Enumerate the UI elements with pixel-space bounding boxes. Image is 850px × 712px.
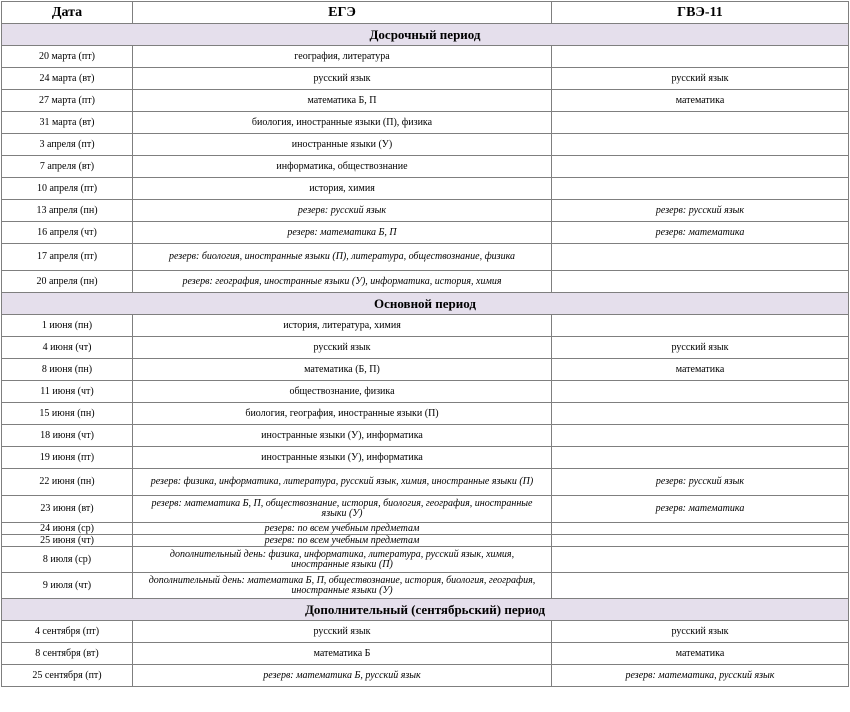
ege-cell [133,244,552,271]
date-cell [2,134,133,156]
table-row [2,359,849,381]
date-cell [2,496,133,523]
gve-cell [552,178,849,200]
date-text: 8 июня (пн) [41,363,93,375]
ege-text: история, литература, химия [283,319,401,331]
ege-text: резерв: математика Б, П [287,226,397,238]
ege-text: математика Б [313,647,371,659]
ege-text: история, химия [309,182,375,194]
ege-cell [133,200,552,222]
ege-cell [133,573,552,599]
header-ege: ЕГЭ [133,2,552,24]
table-row [2,112,849,134]
date-text: 4 сентября (пт) [34,625,100,637]
gve-cell [552,90,849,112]
ege-text: русский язык [313,72,371,84]
gve-cell [552,403,849,425]
ege-text: дополнительный день: математика Б, П, обществознание, история, биология, география, иностранные языки (У) [148,574,536,596]
section-title: Досрочный период [2,24,849,46]
ege-cell [133,178,552,200]
ege-cell [133,523,552,535]
table-row [2,134,849,156]
table-row [2,68,849,90]
gve-cell [552,271,849,293]
gve-text: резерв: математика [655,503,745,514]
ege-text: резерв: география, иностранные языки (У), информатика, история, химия [182,275,502,287]
date-text: 16 апреля (чт) [37,226,97,238]
ege-text: обществознание, физика [289,385,395,397]
date-text: 8 июля (ср) [42,553,92,565]
table-row [2,425,849,447]
date-text: 3 апреля (пт) [39,138,95,150]
table-row [2,447,849,469]
date-text: 19 июня (пт) [39,451,95,463]
table-row [2,90,849,112]
gve-text: резерв: математика, русский язык [625,669,775,681]
section-title: Основной период [2,293,849,315]
ege-cell [133,469,552,496]
gve-cell [552,665,849,687]
date-cell [2,573,133,599]
ege-cell [133,337,552,359]
date-cell [2,643,133,665]
ege-text: биология, география, иностранные языки (П) [245,407,439,419]
table-row [2,271,849,293]
date-cell [2,359,133,381]
date-cell [2,469,133,496]
gve-text: резерв: математика [655,226,745,238]
table-row [2,621,849,643]
date-cell [2,68,133,90]
table-row [2,535,849,547]
ege-text: математика Б, П [307,94,377,106]
gve-text: математика [675,647,725,659]
ege-cell [133,547,552,573]
gve-cell [552,112,849,134]
date-text: 15 июня (пн) [39,407,95,419]
date-text: 20 марта (пт) [39,50,95,62]
ege-text: резерв: математика Б, П, обществознание, история, биология, география, иностранные языки (У) [151,498,533,519]
date-text: 23 июня (вт) [40,503,94,514]
gve-cell [552,315,849,337]
section-row [2,293,849,315]
date-cell [2,523,133,535]
gve-cell [552,621,849,643]
header-date: Дата [2,2,133,24]
gve-cell [552,381,849,403]
table-row [2,469,849,496]
date-cell [2,381,133,403]
date-cell [2,337,133,359]
section-title: Дополнительный (сентябрьский) период [2,599,849,621]
gve-cell [552,469,849,496]
ege-cell [133,359,552,381]
ege-cell [133,112,552,134]
date-text: 4 июня (чт) [42,341,92,353]
gve-cell [552,425,849,447]
gve-text: русский язык [671,72,729,84]
ege-cell [133,447,552,469]
ege-cell [133,134,552,156]
ege-cell [133,665,552,687]
header-gve: ГВЭ-11 [552,2,849,24]
gve-cell [552,496,849,523]
table-row [2,643,849,665]
gve-cell [552,447,849,469]
ege-text: русский язык [313,625,371,637]
table-row [2,244,849,271]
gve-cell [552,200,849,222]
ege-text: иностранные языки (У) [291,138,393,150]
ege-text: иностранные языки (У), информатика [261,429,423,441]
gve-text: резерв: русский язык [655,204,745,216]
date-text: 7 апреля (вт) [39,160,95,172]
date-text: 9 июля (чт) [42,579,92,591]
ege-cell [133,271,552,293]
ege-text: резерв: русский язык [297,204,387,216]
gve-text: русский язык [671,625,729,637]
ege-cell [133,68,552,90]
table-row [2,46,849,68]
ege-text: иностранные языки (У), информатика [261,451,423,463]
date-cell [2,447,133,469]
table-row [2,665,849,687]
ege-cell [133,156,552,178]
ege-cell [133,425,552,447]
ege-cell [133,496,552,523]
ege-text: резерв: биология, иностранные языки (П), литература, обществознание, физика [169,251,515,262]
date-text: 13 апреля (пн) [36,204,98,216]
section-row [2,599,849,621]
gve-cell [552,134,849,156]
date-text: 10 апреля (пт) [36,182,98,194]
date-cell [2,46,133,68]
gve-text: математика [675,363,725,375]
gve-cell [552,359,849,381]
table-row [2,337,849,359]
table-row [2,573,849,599]
gve-cell [552,643,849,665]
table-row [2,200,849,222]
gve-cell [552,535,849,547]
table-row [2,496,849,523]
date-text: 8 сентября (вт) [35,647,99,659]
table-row [2,547,849,573]
ege-text: дополнительный день: физика, информатика, литература, русский язык, химия, иностранные языки (П) [169,548,515,570]
date-cell [2,90,133,112]
table-row [2,403,849,425]
date-cell [2,665,133,687]
ege-cell [133,381,552,403]
gve-cell [552,547,849,573]
date-text: 17 апреля (пт) [36,251,98,262]
date-cell [2,535,133,547]
ege-text: резерв: по всем учебным предметам [264,534,420,546]
table-row [2,156,849,178]
gve-cell [552,68,849,90]
date-cell [2,200,133,222]
table-row [2,178,849,200]
exam-schedule-table [1,1,849,687]
date-text: 25 июня (чт) [40,534,94,546]
gve-cell [552,156,849,178]
ege-text: математика (Б, П) [304,363,380,375]
date-text: 20 апреля (пн) [36,275,98,287]
date-cell [2,271,133,293]
ege-cell [133,46,552,68]
gve-cell [552,46,849,68]
ege-text: информатика, обществознание [276,160,408,172]
date-text: 22 июня (пн) [39,476,95,487]
ege-text: резерв: по всем учебным предметам [264,522,420,534]
section-row [2,24,849,46]
date-cell [2,621,133,643]
date-text: 25 сентября (пт) [32,669,102,681]
gve-text: резерв: русский язык [655,476,745,487]
gve-cell [552,523,849,535]
table-row [2,222,849,244]
date-cell [2,112,133,134]
date-text: 27 марта (пт) [39,94,95,106]
gve-cell [552,337,849,359]
date-cell [2,178,133,200]
date-cell [2,156,133,178]
gve-text: русский язык [671,341,729,353]
ege-cell [133,90,552,112]
date-cell [2,425,133,447]
date-cell [2,222,133,244]
ege-text: русский язык [313,341,371,353]
date-cell [2,547,133,573]
date-text: 31 марта (вт) [39,116,95,128]
ege-cell [133,643,552,665]
table-row [2,381,849,403]
table-row [2,315,849,337]
ege-text: география, литература [294,50,390,62]
ege-text: резерв: математика Б, русский язык [263,669,421,681]
gve-text: математика [675,94,725,106]
date-text: 1 июня (пн) [41,319,93,331]
ege-cell [133,222,552,244]
gve-cell [552,573,849,599]
date-text: 24 июня (ср) [40,522,94,534]
date-text: 18 июня (чт) [40,429,94,441]
date-text: 24 марта (вт) [39,72,95,84]
gve-cell [552,244,849,271]
ege-cell [133,621,552,643]
ege-text: биология, иностранные языки (П), физика [251,116,433,128]
date-cell [2,244,133,271]
ege-cell [133,535,552,547]
date-cell [2,403,133,425]
date-text: 11 июня (чт) [40,385,94,397]
ege-cell [133,403,552,425]
ege-cell [133,315,552,337]
table-row [2,523,849,535]
date-cell [2,315,133,337]
gve-cell [552,222,849,244]
header-row [2,2,849,24]
ege-text: резерв: физика, информатика, литература, русский язык, химия, иностранные языки (П) [150,476,534,487]
